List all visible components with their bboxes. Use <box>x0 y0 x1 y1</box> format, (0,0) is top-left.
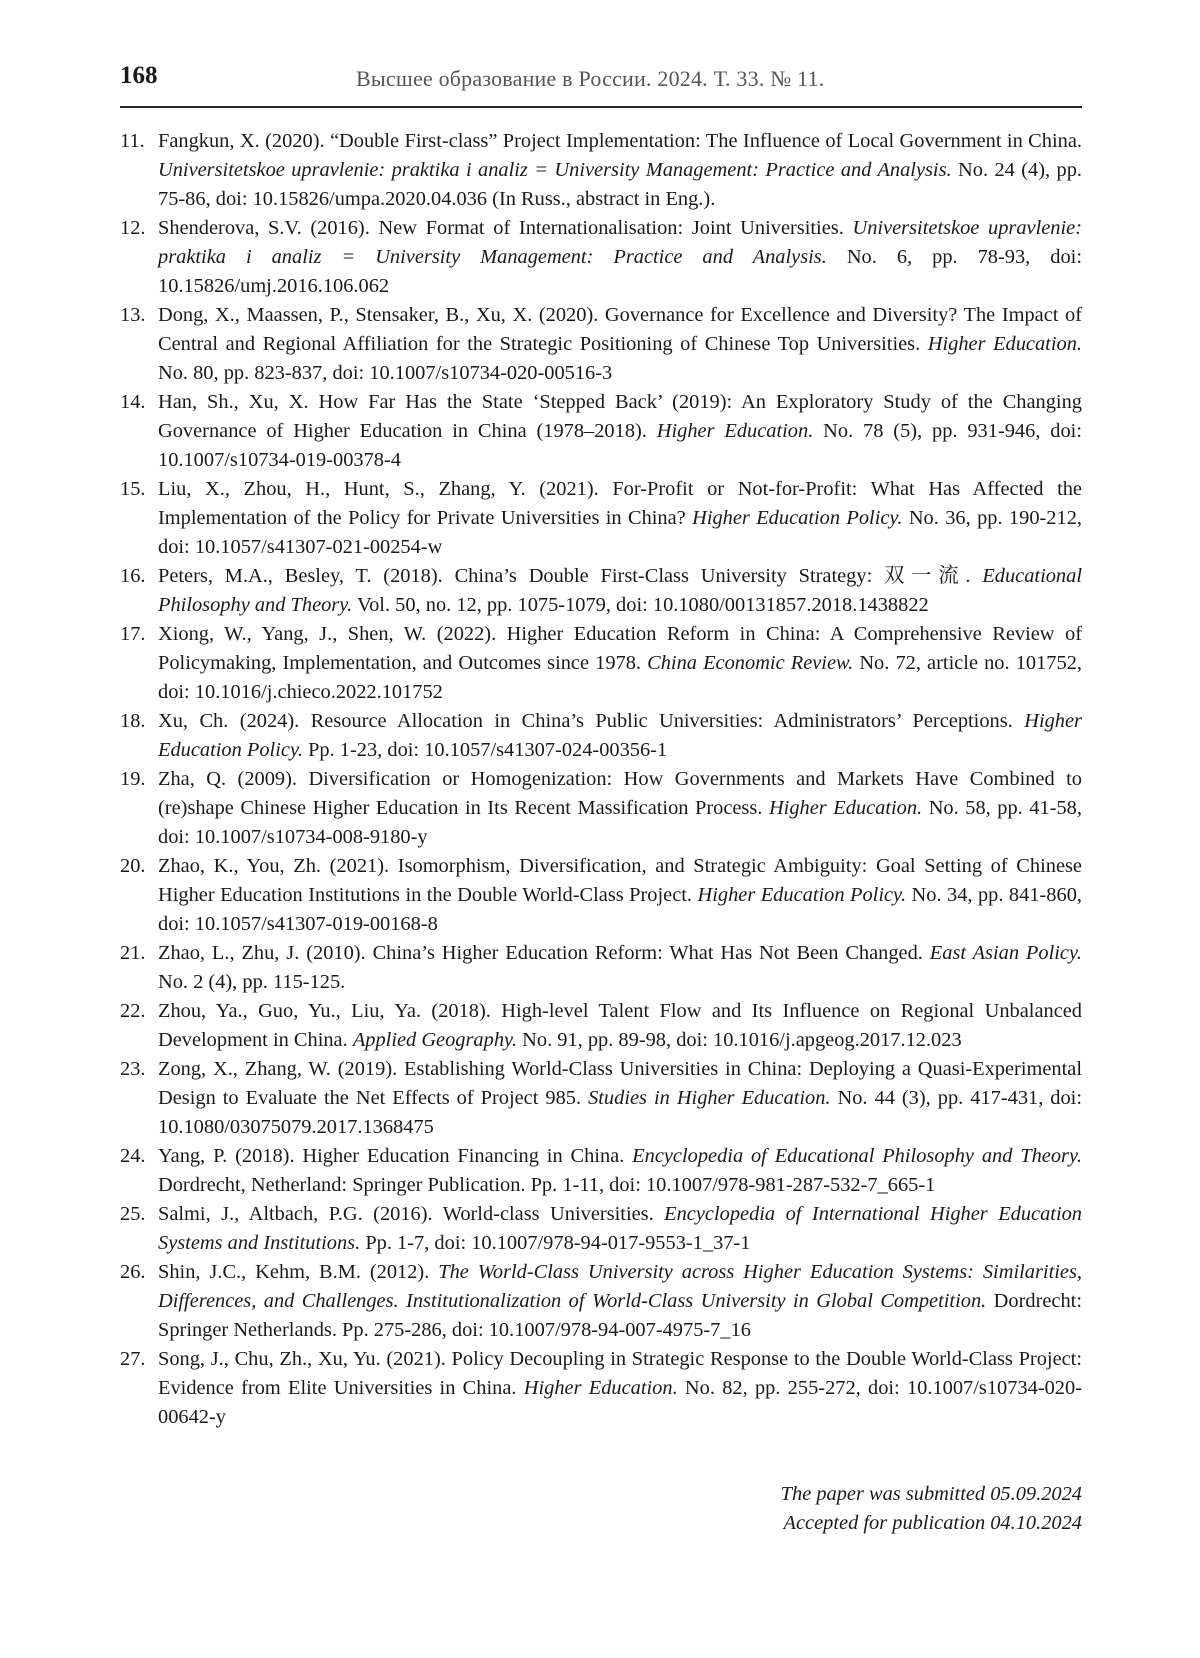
reference-source-title: Higher Education Policy. <box>697 884 907 906</box>
reference-text <box>158 388 1082 475</box>
reference-item <box>120 765 1082 852</box>
reference-text-segment: Shin, J.C., Kehm, B.M. (2012). <box>158 1261 439 1283</box>
reference-text-segment: No. 6, pp. 78-93, doi: 10.15826/umj.2016.106.062 <box>158 246 1082 297</box>
reference-number: 14. <box>120 391 146 413</box>
reference-number: 20. <box>120 855 146 877</box>
reference-text <box>158 620 1082 707</box>
reference-item <box>120 620 1082 707</box>
reference-number: 27. <box>120 1348 146 1370</box>
reference-source-title: Encyclopedia of International Higher Education Systems and Institutions. <box>158 1203 1083 1254</box>
reference-number: 16. <box>120 565 146 587</box>
reference-number: 13. <box>120 304 146 326</box>
reference-number: 17. <box>120 623 146 645</box>
reference-text-segment: Dordrecht: Springer Netherlands. Pp. 275-286, doi: 10.1007/978-94-007-4975-7_16 <box>158 1290 1082 1341</box>
page-header <box>120 58 1082 108</box>
reference-text <box>158 562 1082 620</box>
reference-source-title: Universitetskoe upravlenie: praktika i analiz = University Management: Practice and Analysis. <box>158 159 952 181</box>
reference-text-segment: No. 44 (3), pp. 417-431, doi: 10.1080/03075079.2017.1368475 <box>158 1087 1083 1138</box>
reference-item <box>120 562 1082 620</box>
reference-item <box>120 301 1082 388</box>
reference-text-segment: Peters, M.A., Besley, T. (2018). China’s Double First-Class University Strategy: 双一流. <box>158 565 983 587</box>
reference-number: 19. <box>120 768 146 790</box>
reference-text <box>158 127 1082 214</box>
reference-text-segment: No. 82, pp. 255-272, doi: 10.1007/s10734-020-00642-y <box>158 1377 1082 1428</box>
accepted-date: Accepted for publication 04.10.2024 <box>783 1512 1082 1534</box>
reference-text-segment: Zhao, L., Zhu, J. (2010). China’s Higher Education Reform: What Has Not Been Changed. <box>158 942 930 964</box>
reference-source-title: Higher Education Policy. <box>692 507 903 529</box>
reference-text-segment: No. 80, pp. 823-837, doi: 10.1007/s10734-020-00516-3 <box>158 362 613 384</box>
reference-item <box>120 1055 1082 1142</box>
reference-item <box>120 1345 1082 1432</box>
reference-source-title: Higher Education. <box>523 1377 678 1399</box>
reference-text <box>158 1258 1082 1345</box>
reference-list <box>120 127 1082 1432</box>
reference-text-segment: No. 91, pp. 89-98, doi: 10.1016/j.apgeog.2017.12.023 <box>517 1029 962 1051</box>
reference-text-segment: Fangkun, X. (2020). “Double First-class” Project Implementation: The Influence of Local Government in China. <box>158 130 1082 152</box>
reference-text <box>158 475 1082 562</box>
reference-text-segment: Liu, X., Zhou, H., Hunt, S., Zhang, Y. (2021). For-Profit or Not-for-Profit: What Has Affected the Implementation of the Policy for Private Universities in China? <box>158 478 1082 529</box>
reference-number: 18. <box>120 710 146 732</box>
reference-source-title: China Economic Review. <box>647 652 854 674</box>
reference-text <box>158 301 1082 388</box>
reference-item <box>120 852 1082 939</box>
reference-source-title: Higher Education. <box>768 797 923 819</box>
reference-source-title: Applied Geography. <box>352 1029 518 1051</box>
reference-text-segment: Pp. 1-7, doi: 10.1007/978-94-017-9553-1_37-1 <box>360 1232 751 1254</box>
reference-text <box>158 707 1082 765</box>
reference-text <box>158 1345 1082 1432</box>
reference-text <box>158 214 1082 301</box>
reference-source-title: Studies in Higher Education. <box>588 1087 831 1109</box>
reference-item <box>120 214 1082 301</box>
reference-source-title: Higher Education Policy. <box>158 710 1082 761</box>
reference-number: 22. <box>120 1000 146 1022</box>
reference-source-title: The World-Class University across Higher Education Systems: Similarities, Differences, and Challenges. Institutionalization of World-Class University in Global Competition. <box>158 1261 1082 1312</box>
reference-text-segment: No. 72, article no. 101752, doi: 10.1016/j.chieco.2022.101752 <box>158 652 1082 703</box>
reference-item <box>120 475 1082 562</box>
reference-text <box>158 852 1082 939</box>
reference-text-segment: Xiong, W., Yang, J., Shen, W. (2022). Higher Education Reform in China: A Comprehensive Review of Policymaking, Implementation, and Outcomes since 1978. <box>158 623 1082 674</box>
reference-text-segment: Yang, P. (2018). Higher Education Financing in China. <box>158 1145 633 1167</box>
reference-text <box>158 1055 1082 1142</box>
journal-title: Высшее образование в России. 2024. Т. 33. № 11. <box>356 66 825 91</box>
reference-text-segment: Vol. 50, no. 12, pp. 1075-1079, doi: 10.1080/00131857.2018.1438822 <box>352 594 929 616</box>
reference-text-segment: No. 78 (5), pp. 931-946, doi: 10.1007/s10734-019-00378-4 <box>158 420 1082 471</box>
reference-text-segment: Han, Sh., Xu, X. How Far Has the State ‘Stepped Back’ (2019): An Exploratory Study of the Changing Governance of Higher Education in China (1978–2018). <box>158 391 1082 442</box>
reference-text-segment: Zong, X., Zhang, W. (2019). Establishing World-Class Universities in China: Deploying a Quasi-Experimental Design to Evaluate the Net Effects of Project 985. <box>158 1058 1082 1109</box>
reference-item <box>120 1142 1082 1200</box>
reference-text-segment: Salmi, J., Altbach, P.G. (2016). World-class Universities. <box>158 1203 665 1225</box>
reference-source-title: East Asian Policy. <box>929 942 1082 964</box>
reference-item <box>120 1258 1082 1345</box>
reference-text-segment: Pp. 1-23, doi: 10.1057/s41307-024-00356-1 <box>302 739 668 761</box>
reference-number: 26. <box>120 1261 146 1283</box>
reference-source-title: Universitetskoe upravlenie: praktika i analiz = University Management: Practice and Analysis. <box>158 217 1083 268</box>
submitted-date: The paper was submitted 05.09.2024 <box>780 1483 1082 1505</box>
reference-item <box>120 997 1082 1055</box>
reference-source-title: Encyclopedia of Educational Philosophy and Theory. <box>632 1145 1082 1167</box>
reference-text <box>158 997 1082 1055</box>
reference-item <box>120 127 1082 214</box>
reference-item <box>120 939 1082 997</box>
reference-item <box>120 1200 1082 1258</box>
reference-text <box>158 1142 1082 1200</box>
reference-text-segment: No. 34, pp. 841-860, doi: 10.1057/s41307-019-00168-8 <box>158 884 1082 935</box>
reference-text-segment: Song, J., Chu, Zh., Xu, Yu. (2021). Policy Decoupling in Strategic Response to the Double World-Class Project: Evidence from Elite Universities in China. <box>158 1348 1082 1399</box>
reference-text-segment: Zhao, K., You, Zh. (2021). Isomorphism, Diversification, and Strategic Ambiguity: Goal Setting of Chinese Higher Education Institutions in the Double World-Class Project. <box>158 855 1082 906</box>
reference-item <box>120 707 1082 765</box>
reference-source-title: Educational Philosophy and Theory. <box>158 565 1082 616</box>
reference-text <box>158 1200 1082 1258</box>
reference-item <box>120 388 1082 475</box>
reference-text <box>158 765 1082 852</box>
reference-number: 12. <box>120 217 146 239</box>
reference-text-segment: Zha, Q. (2009). Diversification or Homogenization: How Governments and Markets Have Combined to (re)shape Chinese Higher Education in Its Recent Massification Process. <box>158 768 1082 819</box>
reference-number: 24. <box>120 1145 146 1167</box>
reference-text-segment: No. 36, pp. 190-212, doi: 10.1057/s41307-021-00254-w <box>158 507 1082 558</box>
reference-text-segment: Xu, Ch. (2024). Resource Allocation in China’s Public Universities: Administrators’ Perceptions. <box>158 710 1025 732</box>
reference-number: 11. <box>120 130 145 152</box>
reference-text-segment: Dordrecht, Netherland: Springer Publication. Pp. 1-11, doi: 10.1007/978-981-287-532-7_665-1 <box>158 1174 936 1196</box>
reference-text-segment: No. 2 (4), pp. 115-125. <box>158 971 346 993</box>
reference-text-segment: No. 24 (4), pp. 75-86, doi: 10.15826/umpa.2020.04.036 (In Russ., abstract in Eng.). <box>158 159 1082 210</box>
page-number: 168 <box>120 62 158 89</box>
reference-number: 25. <box>120 1203 146 1225</box>
reference-text-segment: Zhou, Ya., Guo, Yu., Liu, Ya. (2018). High-level Talent Flow and Its Influence on Regional Unbalanced Development in China. <box>158 1000 1082 1051</box>
reference-source-title: Higher Education. <box>656 420 814 442</box>
reference-number: 21. <box>120 942 146 964</box>
reference-number: 23. <box>120 1058 146 1080</box>
reference-number: 15. <box>120 478 146 500</box>
reference-text-segment: No. 58, pp. 41-58, doi: 10.1007/s10734-008-9180-y <box>158 797 1082 848</box>
reference-text <box>158 939 1082 997</box>
reference-source-title: Higher Education. <box>927 333 1082 355</box>
reference-text-segment: Shenderova, S.V. (2016). New Format of Internationalisation: Joint Universities. <box>158 217 853 239</box>
reference-text-segment: Dong, X., Maassen, P., Stensaker, B., Xu, X. (2020). Governance for Excellence and Diversity? The Impact of Central and Regional Affiliation for the Strategic Positioning of Chinese Top Universities. <box>158 304 1082 355</box>
submission-dates <box>781 1480 1082 1538</box>
